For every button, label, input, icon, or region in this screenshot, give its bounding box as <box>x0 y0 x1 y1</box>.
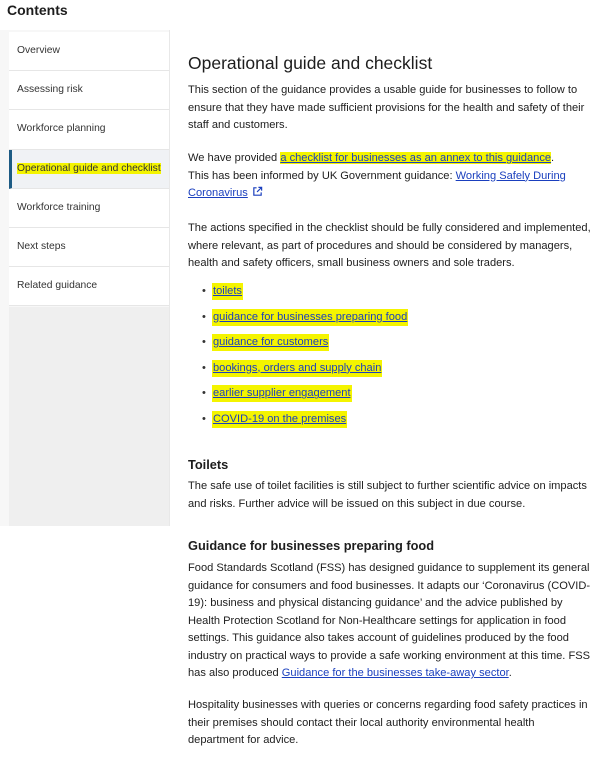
checklist-suffix: . <box>551 152 555 164</box>
bullet-dot: • <box>202 387 206 400</box>
sidebar-item-workforce-training[interactable] <box>9 189 169 228</box>
sidebar-item-label: Workforce training <box>17 201 101 213</box>
bullet-link-toilets[interactable]: toilets <box>212 283 243 300</box>
sidebar-item-label: Workforce planning <box>17 123 106 135</box>
sidebar-item-assessing-risk[interactable] <box>9 71 169 110</box>
sidebar-item-label: Overview <box>17 45 60 56</box>
queries-paragraph: Hospitality businesses with queries or concerns regarding food safety practices in their premises should contact their local authority environmental health department for advice. <box>188 699 588 746</box>
checklist-annex-link[interactable]: a checklist for businesses as an annex to this guidance <box>280 152 552 164</box>
bullet-dot: • <box>202 412 206 425</box>
list-item <box>202 385 582 411</box>
bullet-link-bookings[interactable]: bookings, orders and supply chain <box>212 360 382 377</box>
sidebar-item-operational-guide[interactable] <box>9 150 169 189</box>
bullet-dot: • <box>202 361 206 374</box>
food-text: Food Standards Scotland (FSS) has designed guidance to supplement its general guidance for consumers and food businesses. It adapts our ‘Coronavirus (COVID-19): business and physical distancing guidance’ and the advice published by Health Protection Scotland for Non-Healthcare settings for application in food settings. This guidance also takes account of guidelines produced by the food industry on practical ways to provide a safe working environment at this time. FSS has also produced <box>188 562 591 679</box>
sidebar-item-next-steps[interactable] <box>9 228 169 267</box>
working-safely-link[interactable]: Working Safely During Coronavirus <box>188 169 566 199</box>
list-item <box>202 360 582 386</box>
bullet-dot: • <box>202 310 206 323</box>
sidebar-item-label: Next steps <box>17 240 66 252</box>
checklist-bullet-list <box>202 283 582 437</box>
list-item <box>202 309 582 335</box>
takeaway-guidance-link[interactable]: Guidance for the businesses take-away sector <box>281 667 509 679</box>
toilets-heading: Toilets <box>188 457 229 472</box>
contents-header <box>0 0 600 32</box>
bullet-link-supplier[interactable]: earlier supplier engagement <box>212 385 352 402</box>
toilets-paragraph: The safe use of toilet facilities is still subject to further scientific advice on impacts and risks. Further advice will be issued on this subject in due course. <box>188 480 587 510</box>
bullet-dot: • <box>202 336 206 349</box>
sidebar-item-label: Operational guide and checklist <box>17 162 161 174</box>
bullet-link-covid[interactable]: COVID-19 on the premises <box>212 411 347 428</box>
actions-paragraph: The actions specified in the checklist should be fully considered and implemented, where relevant, as part of procedures and should be considered by managers, health and safety officers, small business owners and sole traders. <box>188 222 591 269</box>
contents-title: Contents <box>7 2 68 18</box>
list-item <box>202 283 582 309</box>
bullet-link-food[interactable]: guidance for businesses preparing food <box>212 309 408 326</box>
bullet-dot: • <box>202 285 206 297</box>
page-title: Operational guide and checklist <box>188 53 433 73</box>
food-paragraph <box>188 560 593 683</box>
list-item <box>202 334 582 360</box>
external-link-icon <box>252 186 263 197</box>
checklist-prefix: We have provided <box>188 152 278 164</box>
bullet-link-customers[interactable]: guidance for customers <box>212 334 329 351</box>
food-suffix: . <box>508 667 512 679</box>
sidebar-item-overview[interactable] <box>9 32 169 71</box>
sidebar-empty-area <box>9 307 169 526</box>
sidebar-item-label: Related guidance <box>17 280 98 292</box>
sidebar-item-related-guidance[interactable] <box>9 267 169 306</box>
sidebar-list <box>9 32 169 306</box>
sidebar-item-label: Assessing risk <box>17 84 83 96</box>
intro-paragraph: This section of the guidance provides a usable guide for businesses to follow to ensure that they have made sufficient provisions for the health and safety of their staff and customers. <box>188 84 585 131</box>
food-heading: Guidance for businesses preparing food <box>188 538 435 553</box>
informed-text: This has been informed by UK Government guidance: <box>188 169 453 182</box>
sidebar <box>0 30 170 526</box>
list-item <box>202 411 582 437</box>
checklist-paragraph <box>188 150 593 203</box>
sidebar-item-workforce-planning[interactable] <box>9 110 169 149</box>
